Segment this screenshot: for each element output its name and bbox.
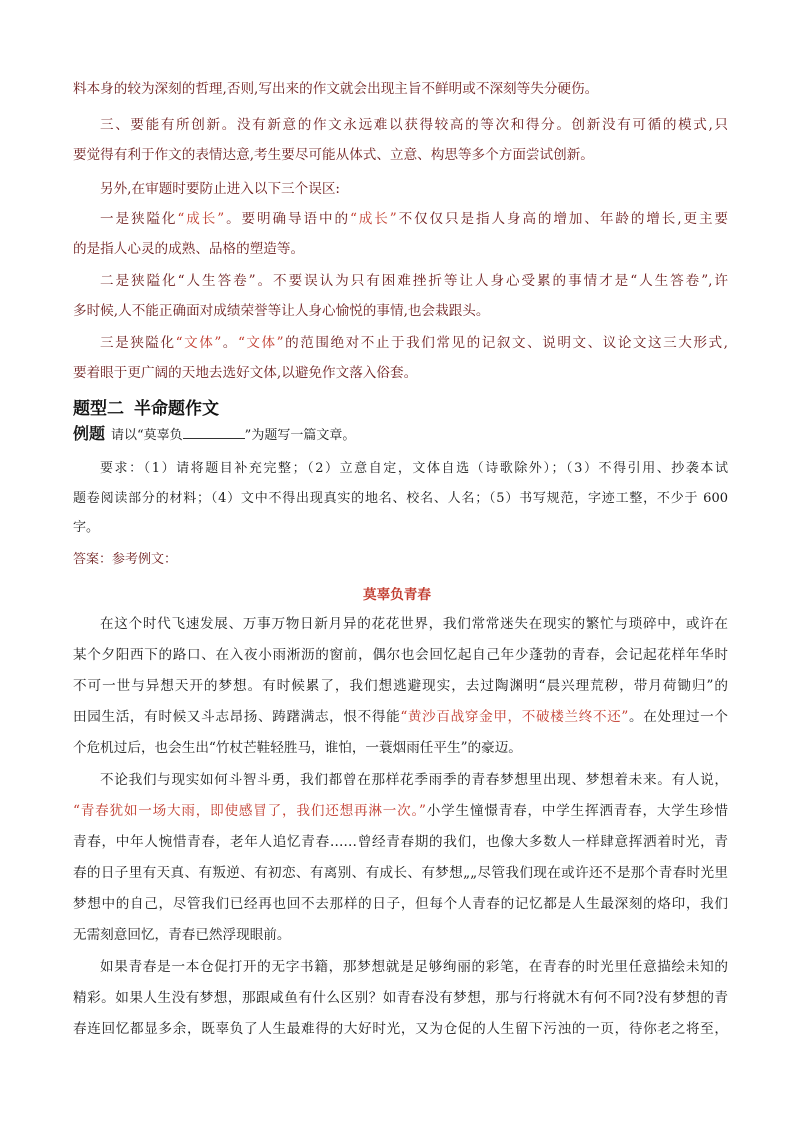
- essay-line: 春的日子里有天真、有叛逆、有初恋、有离别、有成长、有梦想„„尽管我们现在或许还不是那个青春时光里: [73, 865, 728, 881]
- section-title: 半命题作文: [134, 399, 219, 419]
- section-heading: [73, 394, 219, 419]
- highlight-quote: “文体”: [237, 335, 284, 351]
- essay-line: 梦想中的自己，尽管我们已经再也回不去那样的日子，但每个人青春的记忆都是人生最深刻的烙印，我们: [73, 896, 728, 912]
- pitfall-text: 。要明确导语中的: [224, 211, 350, 227]
- essay-line: 精彩。如果人生没有梦想，那跟咸鱼有什么区别？如青春没有梦想，那与行将就木有何不同?没有梦想的青: [73, 990, 728, 1006]
- requirements-line: 题卷阅读部分的材料；（4）文中不得出现真实的地名、校名、人名；（5）书写规范，字迹工整，不少于 600: [73, 491, 728, 506]
- title-blank: [183, 426, 245, 439]
- essay-line: 不可一世与异想天开的梦想。有时候累了，我们想逃避现实，去过陶渊明“晨兴理荒秽，带月荷锄归”的: [73, 678, 728, 694]
- prompt-text: 请以“莫辜负: [111, 428, 183, 443]
- pitfall-three-cont: 要着眼于更广阔的天地去选好文体,以避免作文落入俗套。: [73, 365, 418, 381]
- essay-line: 不论我们与现实如何斗智斗勇，我们都曾在那样花季雨季的青春梦想里出现、梦想着未来。有人说，: [100, 772, 728, 788]
- intro-line: 料本身的较为深刻的哲理,否则,写出来的作文就会出现主旨不鲜明或不深刻等失分硬伤。: [73, 81, 599, 97]
- pitfall-text: 。: [221, 335, 238, 351]
- example-label: 例题: [73, 425, 106, 443]
- essay-text: 田园生活，有时候又斗志昂扬、踌躇满志，恨不得能: [73, 709, 401, 725]
- essay-text: 小学生憧憬青春，中学生挥洒青春，大学生珍惜: [426, 803, 728, 819]
- pitfall-two-cont: 多时候,人不能正确面对成绩荣誉等让人身心愉悦的事情,也会栽跟头。: [73, 303, 490, 319]
- highlight-quote: “成长”: [349, 211, 397, 227]
- essay-line: 无需刻意回忆，青春已然浮现眼前。: [73, 927, 291, 943]
- essay-title: 莫辜负青春: [363, 587, 431, 603]
- pitfall-text: 的范围绝对不止于我们常见的记叙文、说明文、议论文这三大形式,: [283, 335, 728, 351]
- pitfall-three: [100, 334, 728, 352]
- point-three-line: 三、要能有所创新。没有新意的作文永远难以获得较高的等次和得分。创新没有可循的模式,只: [100, 117, 728, 133]
- essay-line: [73, 802, 728, 820]
- pitfall-text: 三是狭隘化: [100, 335, 176, 351]
- point-three-line: 要觉得有利于作文的表情达意,考生要尽可能从体式、立意、构思等多个方面尝试创新。: [73, 147, 594, 163]
- essay-line: 某个夕阳西下的路口、在入夜小雨淅沥的窗前，偶尔也会回忆起自己年少蓬勃的青春，会记起花样年华时: [73, 647, 728, 663]
- pitfall-two: 二是狭隘化“人生答卷”。不要误认为只有困难挫折等让人身心受累的事情才是“人生答卷”,许: [100, 273, 728, 289]
- highlight-quote: “文体”: [175, 335, 222, 351]
- answer-label: 答案：参考例文：: [73, 552, 178, 567]
- highlight-quote: “成长”: [177, 211, 225, 227]
- requirements-line: 字。: [73, 520, 100, 535]
- section-label: 题型二: [73, 399, 124, 419]
- pitfall-one: [100, 210, 728, 228]
- essay-line: 如果青春是一本仓促打开的无字书籍，那梦想就是足够绚丽的彩笔，在青春的时光里任意描绘未知的: [100, 959, 728, 975]
- essay-text: 。在处理过一个: [628, 709, 728, 725]
- essay-line: 春连回忆都显多余，既辜负了人生最难得的大好时光，又为仓促的人生留下污浊的一页，待你老之将至，: [73, 1021, 728, 1037]
- pitfall-text: 一是狭隘化: [100, 211, 178, 227]
- essay-line: 在这个时代飞速发展、万事万物日新月异的花花世界，我们常常迷失在现实的繁忙与琐碎中，或许在: [100, 616, 728, 632]
- essay-line: [73, 708, 728, 726]
- prompt-text: ”为题写一篇文章。: [244, 428, 356, 443]
- pitfall-one-cont: 的是指人心灵的成熟、品格的塑造等。: [73, 241, 305, 257]
- essay-line: 青春，中年人惋惜青春，老年人追忆青春……曾经青春期的我们，也像大多数人一样肆意挥洒着时光，青: [73, 834, 728, 850]
- requirements-line: 要求：（1）请将题目补充完整；（2）立意自定，文体自选（诗歌除外）；（3）不得引用、抄袭本试: [100, 461, 728, 476]
- essay-line: 个危机过后，也会生出“竹杖芒鞋轻胜马，谁怕，一蓑烟雨任平生”的豪迈。: [73, 740, 522, 756]
- pitfalls-intro: 另外,在审题时要防止进入以下三个误区:: [100, 181, 340, 197]
- example-prompt: [73, 425, 728, 445]
- highlight-quote: “黄沙百战穿金甲，不破楼兰终不还”: [400, 709, 629, 725]
- highlight-quote: “青春犹如一场大雨，即使感冒了，我们还想再淋一次。”: [73, 803, 427, 819]
- pitfall-text: 不仅仅只是指人身高的增加、年龄的增长,更主要: [396, 211, 728, 227]
